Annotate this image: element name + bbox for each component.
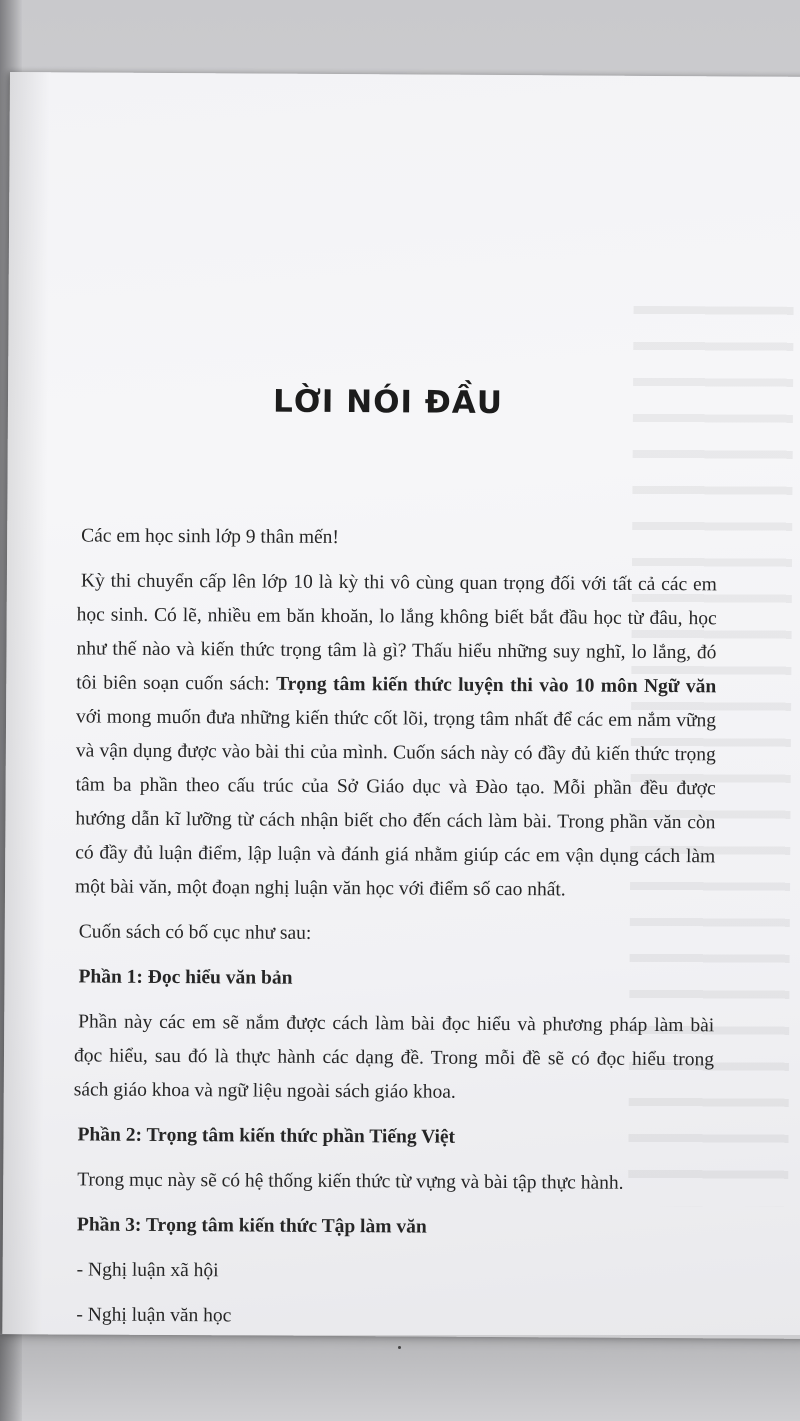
part3-item-social: - Nghị luận xã hội bbox=[76, 1259, 219, 1282]
page-fold-shadow bbox=[2, 72, 50, 1334]
part2-text: Trong mục này sẽ có hệ thống kiến thức từ vựng và bài tập thực hành. bbox=[77, 1169, 624, 1194]
structure-intro: Cuốn sách có bố cục như sau: bbox=[78, 921, 312, 944]
intro-text-end: với mong muốn đưa những kiến thức cốt lõi, trọng tâm nhất để các em nắm vững và vận dụng được vào bài thi của mình. Cuốn sách này có đầy đủ kiến thức trọng tâm ba phần theo cấu trúc của Sở Giáo dục và Đào tạo. Mỗi phần đều được hướng dẫn kĩ lưỡng từ cách nhận biết cho đến cách làm bài. Trong phần văn còn có đầy đủ luận điểm, lập luận và đánh giá nhằm giúp các em vận dụng cách làm một bài văn, một đoạn nghị luận văn học với điểm số cao nhất. bbox=[74, 706, 717, 901]
preface-body bbox=[72, 519, 717, 1347]
part2-heading: Phần 2: Trọng tâm kiến thức phần Tiếng Việt bbox=[77, 1124, 456, 1148]
part3-item-literary: - Nghị luận văn học bbox=[76, 1304, 232, 1327]
part1-text: Phần này các em sẽ nắm được cách làm bài đọc hiểu và phương pháp làm bài đọc hiểu, sau đó là thực hành các dạng đề. Trong mỗi đề sẽ có đọc hiểu trong sách giáo khoa và ngữ liệu ngoài sách giáo khoa. bbox=[73, 1011, 715, 1103]
part1-heading: Phần 1: Đọc hiểu văn bản bbox=[78, 966, 293, 989]
greeting: Các em học sinh lớp 9 thân mến! bbox=[81, 525, 340, 549]
intro-paragraph bbox=[75, 564, 717, 908]
surface-speck bbox=[398, 1346, 401, 1349]
part3-heading: Phần 3: Trọng tâm kiến thức Tập làm văn bbox=[76, 1214, 427, 1238]
book-title-bold: Trọng tâm kiến thức luyện thi vào 10 môn Ngữ văn bbox=[276, 673, 717, 698]
book-page bbox=[2, 72, 800, 1339]
intro-text-start: Kỳ thi chuyển cấp lên lớp 10 là kỳ thi vô cùng quan trọng đối với tất cả các em học sinh. Có lẽ, nhiều em băn khoăn, lo lắng không biết bắt đầu học từ đâu, học như thế nào và kiến thức trọng tâm là gì? Thấu hiểu những suy nghĩ, lo lắng, đó tôi biên soạn cuốn sách: bbox=[76, 570, 717, 695]
page-title: LỜI NÓI ĐẦU bbox=[272, 383, 504, 422]
